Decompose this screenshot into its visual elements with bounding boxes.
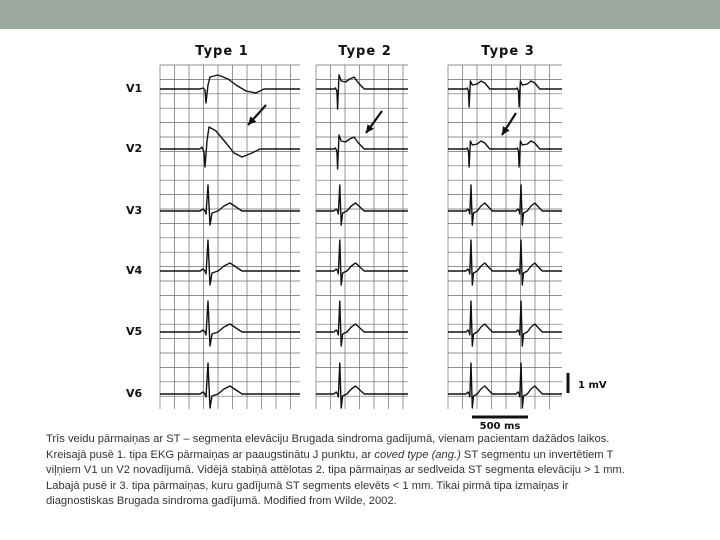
ecg-trace-type1-lead-2: [160, 127, 300, 167]
lead-label-v6: V6: [126, 387, 143, 400]
caption-line-3: viļņiem V1 un V2 novadījumā. Vidējā stabiņā attēlotas 2. tipa pārmaiņas ar sedlveida ST segmenta elevāciju > 1 mm.: [46, 464, 625, 476]
ecg-figure: [0, 29, 720, 429]
ecg-trace-type3-lead-6: [448, 363, 562, 408]
ecg-grid-panel-3: [448, 65, 562, 409]
ecg-trace-type2-lead-2: [316, 135, 408, 169]
ecg-trace-type3-lead-2: [448, 141, 562, 167]
lead-label-v2: V2: [126, 142, 143, 155]
ecg-trace-type1-lead-6: [160, 363, 300, 408]
lead-label-v4: V4: [126, 264, 143, 277]
ecg-trace-type1-lead-3: [160, 185, 300, 225]
ecg-grid-panel-2: [316, 65, 408, 409]
ecg-trace-type2-lead-1: [316, 75, 408, 109]
ecg-trace-type1-lead-4: [160, 240, 300, 285]
caption-line-2: Kreisajā pusē 1. tipa EKG pārmaiņas ar paaugstinātu J punktu, ar coved type (ang.) ST segmentu un invertētiem T: [46, 448, 614, 461]
figure-caption: [46, 432, 686, 510]
column-title-type-1: Type 1: [195, 44, 249, 59]
ecg-trace-type3-lead-3: [448, 185, 562, 225]
caption-line-1: Trīs veidu pārmaiņas ar ST – segmenta elevāciju Brugada sindroma gadījumā, vienam pacientam dažādos laikos.: [46, 433, 610, 445]
column-title-type-3: Type 3: [481, 44, 535, 59]
ecg-trace-type3-lead-5: [448, 301, 562, 346]
voltage-scale-label: 1 mV: [578, 380, 607, 391]
lead-label-v3: V3: [126, 204, 143, 217]
column-title-type-2: Type 2: [338, 44, 392, 59]
ecg-trace-type2-lead-5: [316, 301, 408, 346]
ecg-trace-type3-lead-4: [448, 240, 562, 285]
caption-line-5: diagnostiskas Brugada sindroma gadījumā. Modified from Wilde, 2002.: [46, 495, 397, 507]
lead-label-v5: V5: [126, 325, 143, 338]
ecg-trace-type2-lead-3: [316, 185, 408, 225]
ecg-grid-panel-1: [160, 65, 300, 409]
top-banner: [0, 0, 720, 29]
ecg-trace-type1-lead-5: [160, 301, 300, 346]
lead-label-v1: V1: [126, 82, 143, 95]
time-scale-label: 500 ms: [479, 421, 521, 429]
caption-line-4: Labajā pusē ir 3. tipa pārmaiņas, kuru gadījumā ST segments elevēts < 1 mm. Tikai pirmā tipa izmaiņas ir: [46, 479, 569, 492]
ecg-trace-type2-lead-4: [316, 240, 408, 285]
ecg-trace-type2-lead-6: [316, 363, 408, 408]
st-segment-arrow-3: [502, 113, 516, 135]
